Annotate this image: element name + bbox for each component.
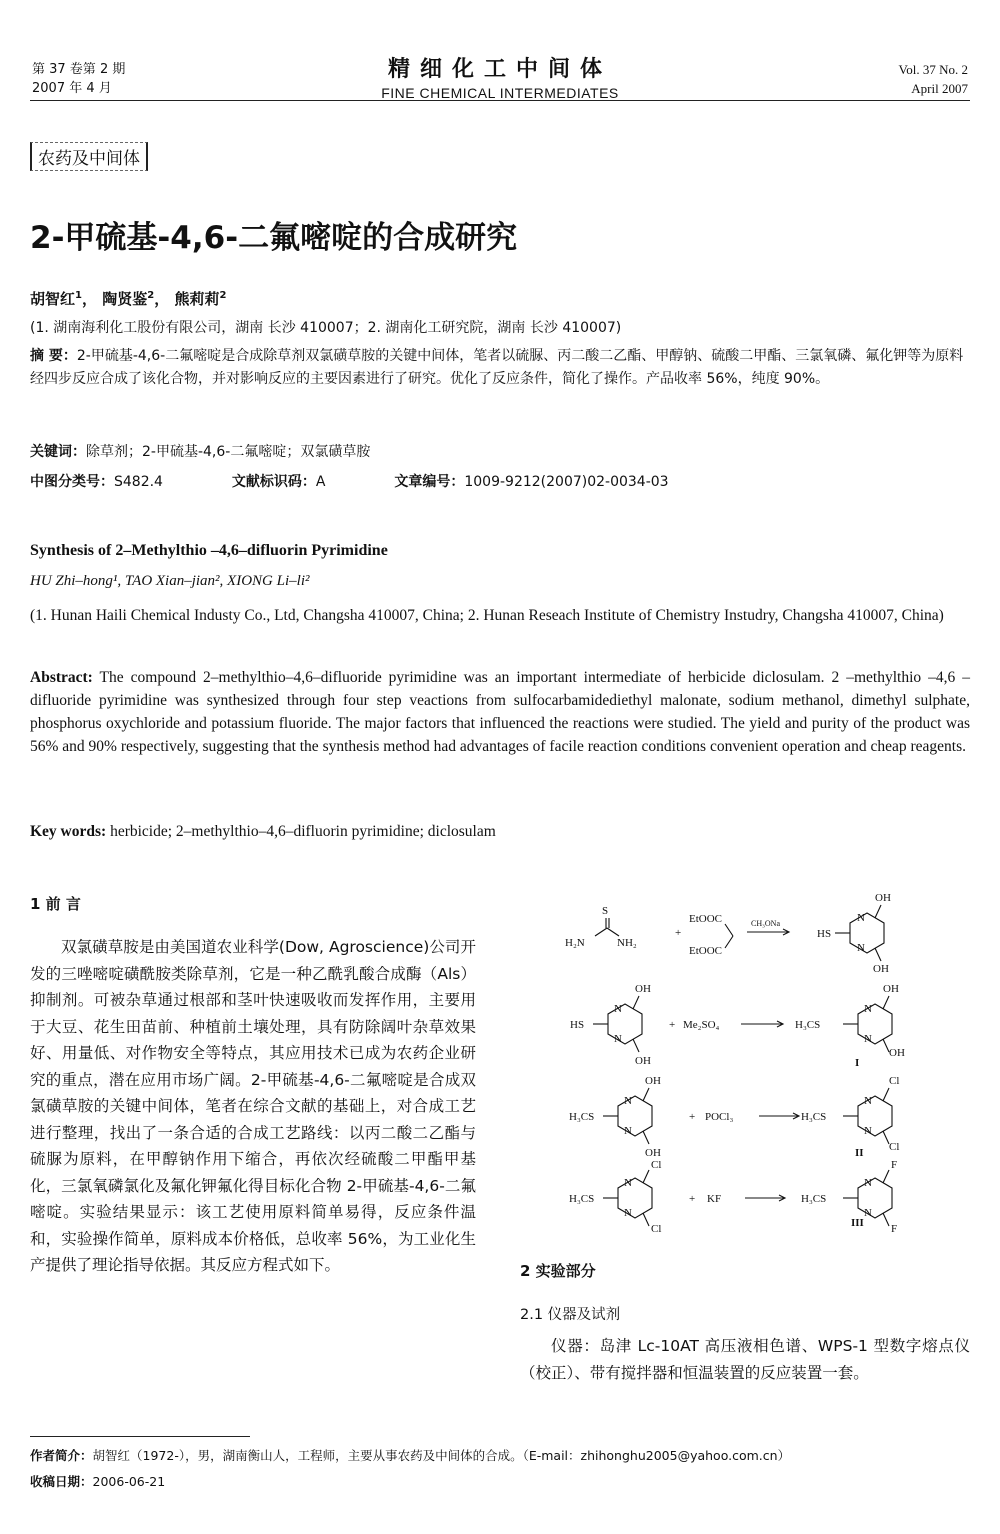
english-keywords-label: Key words: (30, 823, 107, 840)
h3cs-group: H₃CS (569, 1193, 595, 1205)
h3cs-group: H₃CS (795, 1019, 821, 1031)
reagent-me2so4: Me₂SO₄ (683, 1019, 720, 1031)
cl-bottom: Cl (889, 1141, 900, 1153)
f-top: F (891, 1159, 898, 1171)
section2-subheading: 2.1 仪器及试剂 (520, 1307, 621, 1323)
ring-n: N (864, 1177, 872, 1189)
ring-n: N (614, 1033, 622, 1045)
header-volume-en (899, 60, 968, 98)
english-authors: HU Zhi–hong¹, TAO Xian–jian², XIONG Li–li² (30, 573, 310, 589)
author-affil-mark: 2 (219, 290, 227, 301)
thiourea-nh2-left: H₂N (565, 937, 585, 949)
plus-sign: + (675, 927, 682, 939)
reagent-kf: KF (707, 1193, 722, 1205)
english-abstract (30, 666, 970, 758)
english-abstract-text: The compound 2–methylthio–4,6–difluoride pyrimidine was an important intermediate of herbicide diclosulam. 2 –methylthio –4,6 –difluoride pyrimidine was synthesized through four step veactions from sulfocarbamidediethyl malonate, sodium methanol, dimethyl sulphate, phosphorus oxychloride and potassium fluoride. The major factors that influenced the reactions were studied. The yield and purity of the product was 56% and 90% respectively, suggesting that the synthesis method had advantages of facile reaction conditions convenient operation and cheap reagents. (30, 669, 970, 755)
author-name: 熊莉莉 (174, 290, 220, 308)
ring-n: N (624, 1207, 632, 1219)
oh-bottom: OH (645, 1147, 661, 1159)
journal-name-en: FINE CHEMICAL INTERMEDIATES (381, 85, 619, 101)
section2-paragraph: 仪器：岛津 Lc-10AT 高压液相色谱、WPS-1 型数字熔点仪（校正）、带有搅拌器和恒温装置的反应装置一套。 (520, 1337, 970, 1382)
abstract-cn (30, 345, 970, 391)
f-bottom: F (891, 1223, 898, 1235)
doc-code-label: 文献标识码： (231, 474, 316, 490)
header-volume-cn (32, 60, 125, 98)
journal-name-cn: 精细化工中间体 (387, 57, 612, 82)
compound-label-1: I (855, 1057, 860, 1069)
thiourea-s: S (602, 905, 609, 917)
ring-n: N (624, 1095, 632, 1107)
affiliation-cn: (1. 湖南海利化工股份有限公司，湖南 长沙 410007；2. 湖南化工研究院，湖南 长沙 410007) (30, 320, 622, 336)
english-keywords-text: herbicide; 2–methylthio–4,6–difluorin pyrimidine; diclosulam (110, 823, 496, 840)
ring-n: N (864, 1125, 872, 1137)
english-title: Synthesis of 2–Methylthio –4,6–difluorin Pyrimidine (30, 542, 388, 559)
oh-top: OH (635, 983, 651, 995)
oh-bottom: OH (873, 963, 889, 975)
oh-top: OH (645, 1075, 661, 1087)
section1-paragraph: 双氯磺草胺是由美国道农业科学(Dow, Agroscience)公司开发的三唑嘧啶磺酰胺类除草剂，它是一种乙酰乳酸合成酶（Als）抑制剂。可被杂草通过根部和茎叶快速吸收而发挥作用，主要用于大豆、花生田苗前、种植前土壤处理，具有防除阔叶杂草效果好、用量低、对作物安全等特点，其应用技术已成为农药企业研究的重点，潜在应用市场广阔。2-甲硫基-4,6-二氟嘧啶是合成双氯磺草胺的关键中间体，笔者在综合文献的基础上，对合成工艺进行整理，找出了一条合适的合成工艺路线：以丙二酸二乙酯与硫脲为原料，在甲醇钠作用下缩合，再依次经硫酸二甲酯甲基化，三氯氧磷氯化及氟化钾氟化得目标化合物 2-甲硫基-4,6-二氟嘧啶。实验结果显示：该工艺使用原料简单易得，反应条件温和，实验操作简单，原料成本价格低，总收率 56%，为工业化生产提供了理论指导依据。其反应方程式如下。 (30, 938, 476, 1274)
hs-group: HS (570, 1019, 585, 1031)
english-keywords (30, 820, 970, 843)
english-affiliation: (1. Hunan Haili Chemical Industy Co., Ltd, Changsha 410007, China; 2. Hunan Reseach Institute of Chemistry Instudry, Changsha 410007, China) (30, 607, 944, 624)
received-date-text: 2006-06-21 (92, 1474, 166, 1489)
keywords-cn-text: 除草剂；2-甲硫基-4,6-二氟嘧啶；双氯磺草胺 (86, 444, 371, 460)
ring-n: N (624, 1125, 632, 1137)
author-affil-mark: 2 (147, 290, 155, 301)
ring-n: N (614, 1003, 622, 1015)
received-date (30, 1472, 165, 1492)
clc-value: S482.4 (114, 474, 163, 490)
h3cs-group: H₃CS (801, 1193, 827, 1205)
ester-bottom: EtOOC (689, 945, 722, 957)
compound-label-2: II (855, 1147, 864, 1159)
author-name: 陶贤鉴 (102, 290, 148, 308)
doc-code-value: A (315, 474, 326, 490)
ester-top: EtOOC (689, 913, 722, 925)
classification-row (30, 471, 970, 494)
volume-en: Vol. 37 No. 2 (898, 62, 968, 77)
thiourea-nh2-right: NH₂ (617, 937, 637, 949)
cl-top: Cl (651, 1159, 662, 1171)
h3cs-group: H₃CS (569, 1111, 595, 1123)
ring-n: N (857, 912, 865, 924)
condition-ch3ona: CH₃ONa (751, 919, 781, 928)
reaction-scheme (555, 888, 975, 1235)
abstract-cn-label: 摘 要： (30, 348, 77, 364)
cl-top: Cl (889, 1075, 900, 1087)
date-en: April 2007 (911, 81, 968, 96)
article-no-value: 1009-9212(2007)02-0034-03 (464, 474, 669, 490)
clc-label: 中图分类号： (30, 474, 114, 490)
ring-n: N (864, 1033, 872, 1045)
oh-bottom: OH (889, 1047, 905, 1059)
journal-masthead (300, 52, 700, 101)
ring-n: N (857, 942, 865, 954)
oh-bottom: OH (635, 1055, 651, 1067)
date-cn: 2007 年 4 月 (32, 81, 112, 96)
hs-group: HS (817, 928, 832, 940)
author-name: 胡智红 (30, 290, 76, 308)
plus-sign: + (689, 1111, 696, 1123)
article-no-label: 文章编号： (394, 474, 465, 490)
oh-top: OH (883, 983, 899, 995)
section1-heading: 1 前 言 (30, 895, 81, 913)
keywords-cn-label: 关键词： (30, 444, 86, 460)
oh-top: OH (875, 892, 891, 904)
footnote-divider (30, 1436, 250, 1437)
author-affil-mark: 1 (75, 290, 82, 301)
compound-label-3: III (851, 1217, 864, 1229)
keywords-cn (30, 441, 970, 464)
authors-cn: 胡智红$^1$， 陶贤鉴$^2$， 熊莉莉$^2$ (30, 290, 227, 308)
reagent-pocl3: POCl₃ (705, 1111, 734, 1123)
plus-sign: + (669, 1019, 676, 1031)
header-divider (30, 100, 970, 101)
cl-bottom: Cl (651, 1223, 662, 1235)
author-bio-text: 胡智红（1972-），男，湖南衡山人，工程师，主要从事农药及中间体的合成。（E-mail：zhihonghu2005@yahoo.com.cn） (92, 1448, 791, 1463)
h3cs-group: H₃CS (801, 1111, 827, 1123)
ring-n: N (864, 1095, 872, 1107)
section2-heading: 2 实验部分 (520, 1262, 596, 1280)
section-tag: 农药及中间体 (30, 142, 148, 171)
volume-cn: 第 37 卷第 2 期 (32, 62, 126, 77)
ring-n: N (864, 1003, 872, 1015)
author-bio (30, 1446, 790, 1466)
received-date-label: 收稿日期： (30, 1474, 93, 1489)
english-abstract-label: Abstract: (30, 669, 93, 686)
author-bio-label: 作者简介： (30, 1448, 93, 1463)
ring-n: N (624, 1177, 632, 1189)
abstract-cn-text: 2-甲硫基-4,6-二氟嘧啶是合成除草剂双氯磺草胺的关键中间体，笔者以硫脲、丙二酸二乙酯、甲醇钠、硫酸二甲酯、三氯氧磷、氟化钾等为原料经四步反应合成了该化合物，并对影响反应的主要因素进行了研究。优化了反应条件，简化了操作。产品收率 56%，纯度 90%。 (30, 348, 964, 387)
page-title: 2-甲硫基-4,6-二氟嘧啶的合成研究 (30, 220, 518, 256)
ring-n: N (864, 1207, 872, 1219)
plus-sign: + (689, 1193, 696, 1205)
